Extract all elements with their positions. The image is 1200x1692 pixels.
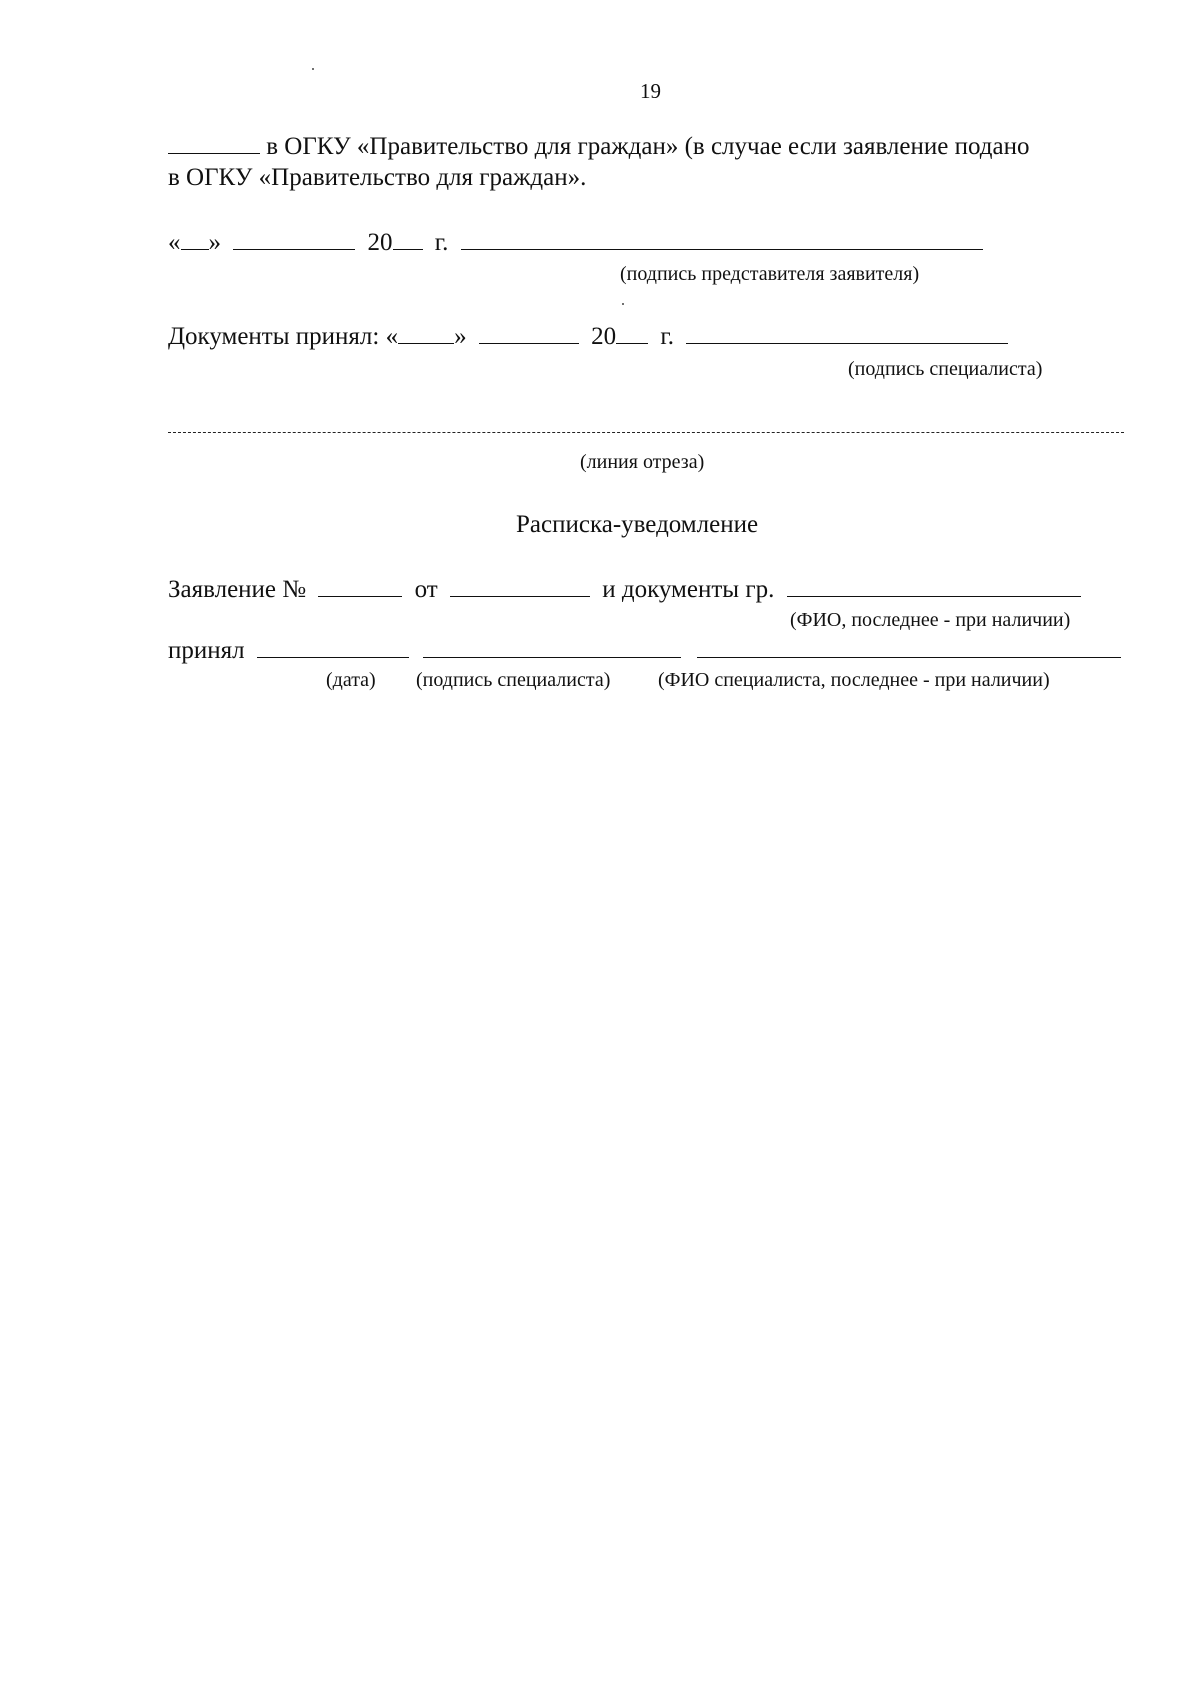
fio-caption: (ФИО, последнее - при наличии) [790,609,1071,631]
specialist-fio-caption: (ФИО специалиста, последнее - при наличии) [658,669,1050,691]
blank-field [168,152,260,154]
documents-label: и документы гр. [602,576,775,603]
accepted-date-row [168,323,1008,351]
signature-caption: (подпись специалиста) [416,669,611,691]
quote-close: » [454,323,467,350]
cut-line-caption: (линия отреза) [580,451,705,473]
specialist-signature-caption: (подпись специалиста) [848,358,1043,380]
day-blank [181,248,209,250]
statement-number-blank [318,595,402,597]
applicant-signature-caption: (подпись представителя заявителя) [620,263,920,285]
accepted-by-row [168,637,1121,665]
intro-line-1 [168,133,1029,161]
statement-row [168,576,1081,604]
quote-close: » [208,229,221,256]
year-suffix: г. [434,229,449,256]
year-prefix: 20 [591,323,617,350]
scan-speck [312,68,314,70]
year-blank [393,248,423,250]
from-label: от [414,576,438,603]
specialist-fio-blank [697,656,1121,658]
citizen-fio-blank [787,595,1081,597]
day-blank [398,342,454,344]
accepted-by-label: принял [168,637,245,664]
receipt-title: Расписка-уведомление [516,511,759,538]
intro-line-2: в ОГКУ «Правительство для граждан». [168,164,587,191]
applicant-date-row [168,229,983,257]
intro-line-1-text: в ОГКУ «Правительство для граждан» (в случае если заявление подано [266,133,1030,160]
month-blank [479,342,579,344]
quote-open: « [168,229,181,256]
statement-date-blank [450,595,590,597]
signature-blank [423,656,681,658]
year-prefix: 20 [367,229,393,256]
year-blank [616,342,648,344]
statement-label: Заявление № [168,576,307,603]
specialist-signature-blank [686,342,1008,344]
year-suffix: г. [660,323,675,350]
date-blank [257,656,409,658]
page-number: 19 [640,79,661,103]
signature-blank [461,248,983,250]
month-blank [233,248,355,250]
scan-speck [622,303,624,305]
cut-line [168,432,1124,433]
date-caption: (дата) [326,669,376,691]
accepted-label: Документы принял: « [168,323,399,350]
